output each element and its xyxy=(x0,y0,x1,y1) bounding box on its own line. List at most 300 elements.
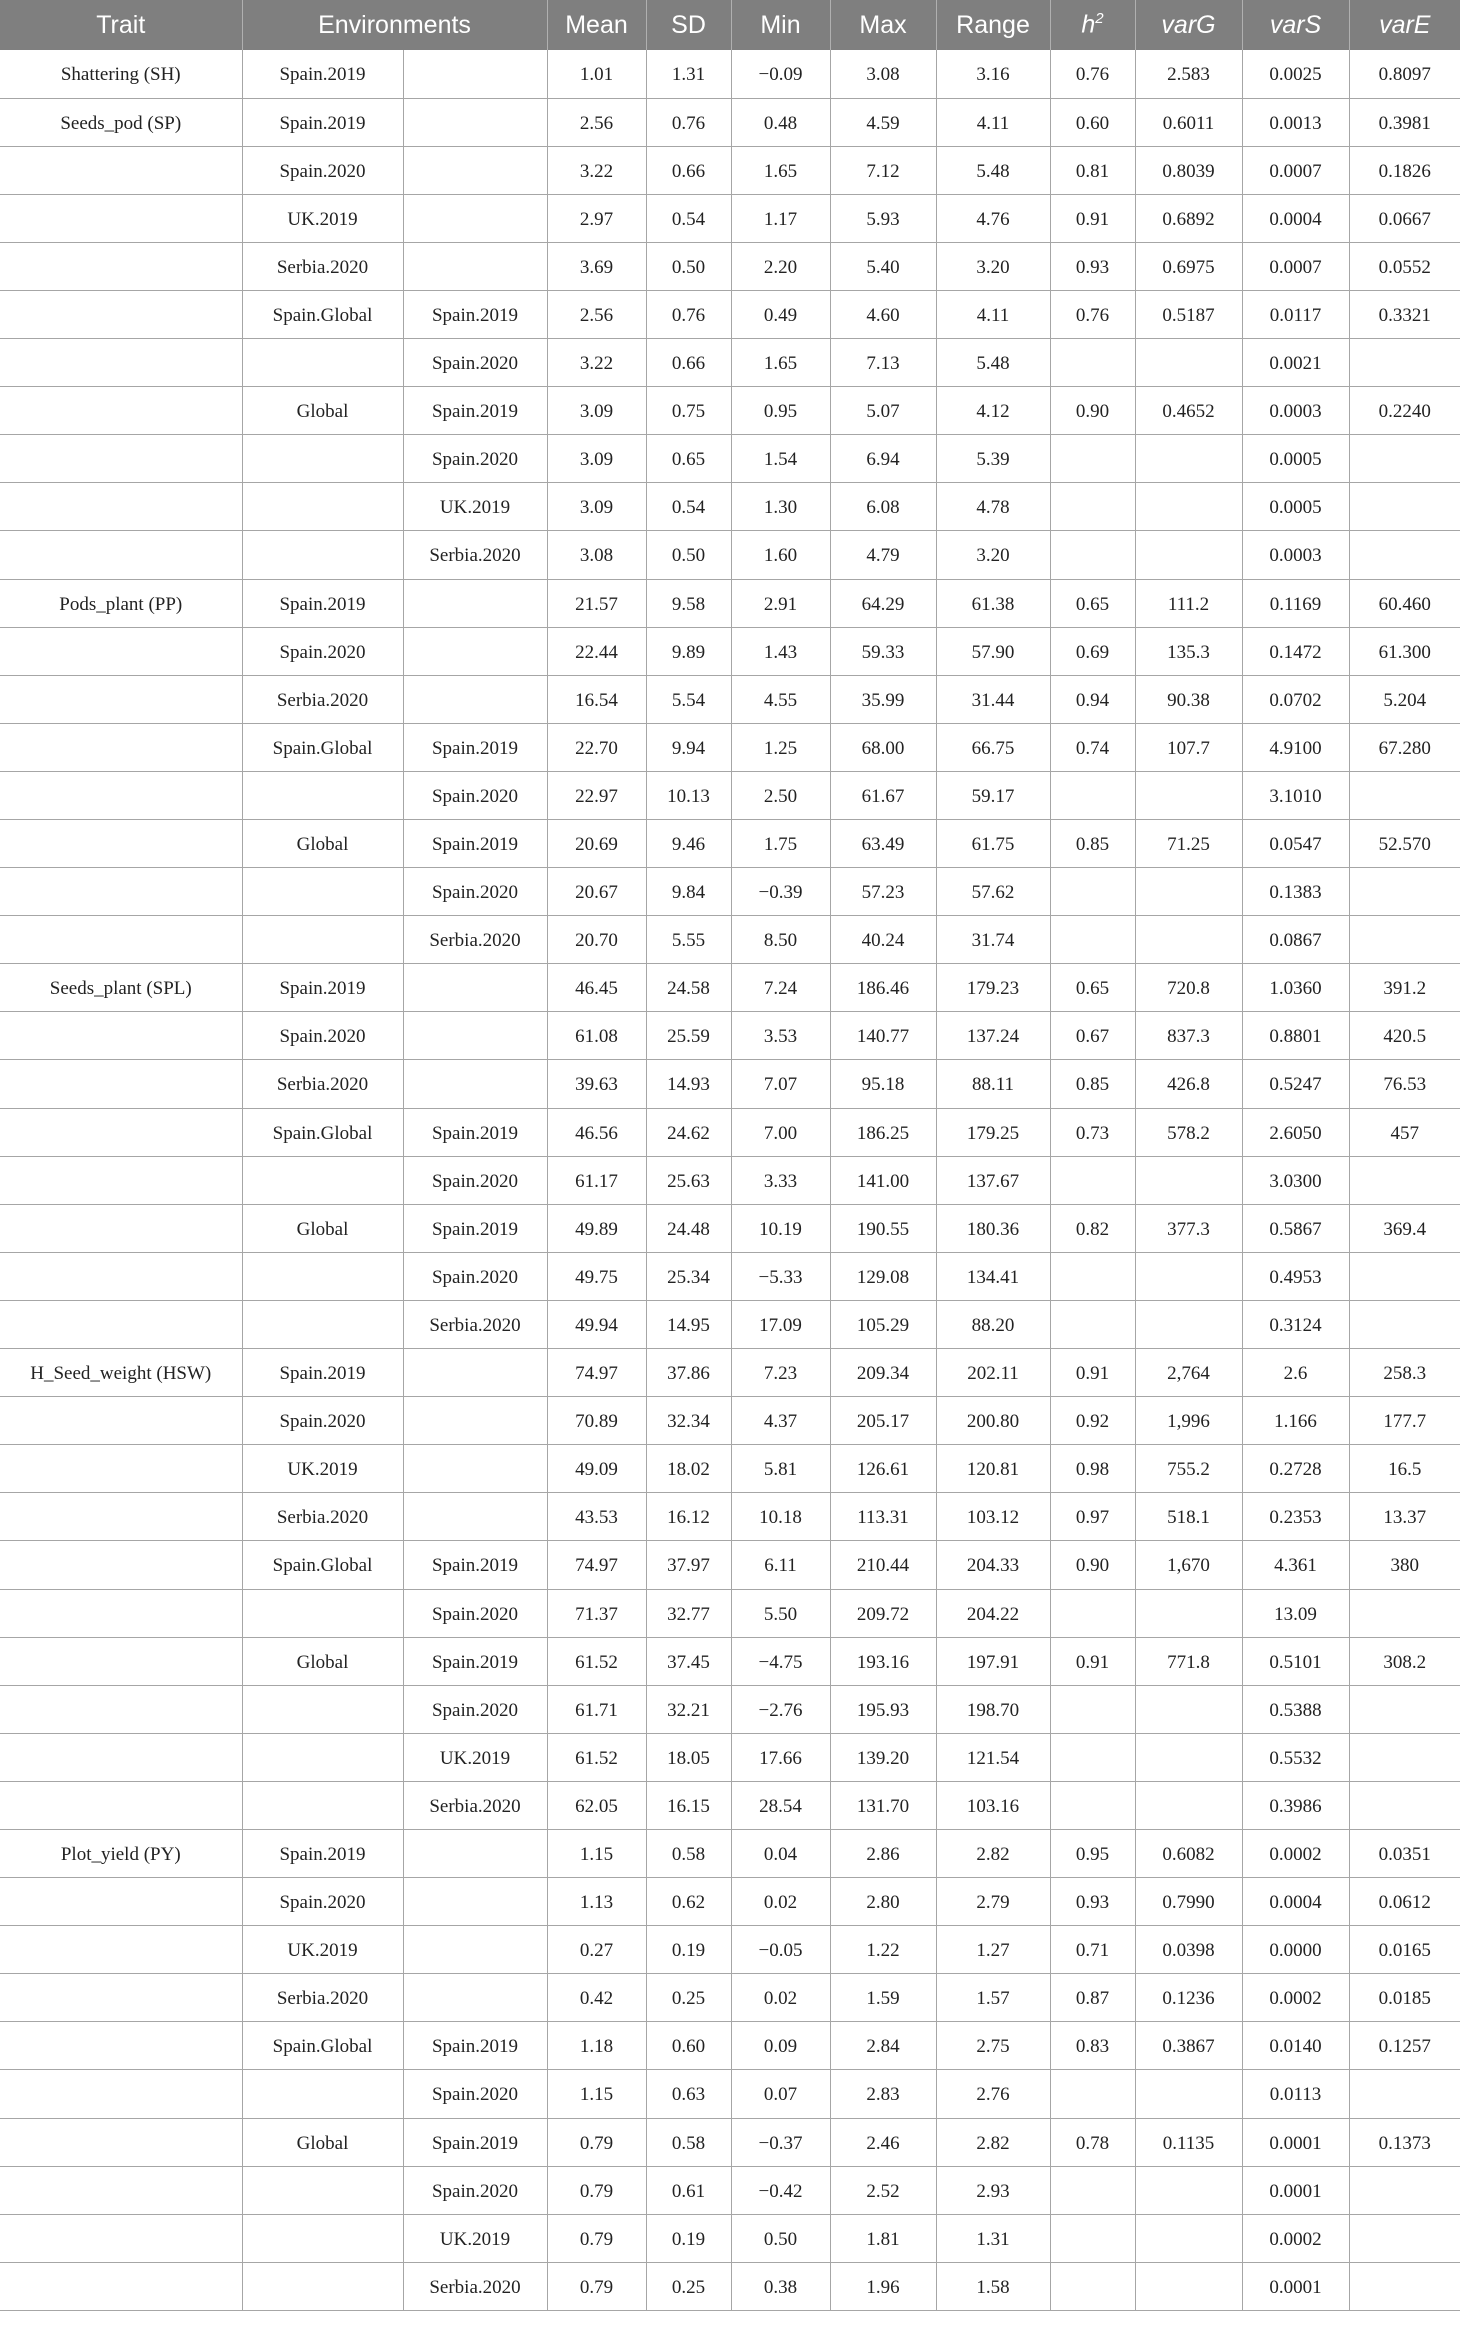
table-row xyxy=(0,1733,1460,1781)
cell-sd: 9.89 xyxy=(646,627,731,675)
cell-varg: 2,764 xyxy=(1135,1349,1242,1397)
cell-sd: 0.50 xyxy=(646,531,731,579)
cell-min: 0.02 xyxy=(731,1878,830,1926)
cell-environment xyxy=(242,1156,403,1204)
cell-h2: 0.82 xyxy=(1050,1204,1135,1252)
cell-range: 179.23 xyxy=(936,964,1050,1012)
cell-sd: 32.34 xyxy=(646,1397,731,1445)
cell-mean: 49.89 xyxy=(547,1204,646,1252)
cell-vars: 0.0013 xyxy=(1242,98,1349,146)
cell-mean: 21.57 xyxy=(547,579,646,627)
cell-h2: 0.76 xyxy=(1050,290,1135,338)
cell-sub-environment xyxy=(403,1926,547,1974)
cell-sub-environment: Spain.2020 xyxy=(403,1685,547,1733)
cell-trait xyxy=(0,1589,242,1637)
cell-h2 xyxy=(1050,2070,1135,2118)
table-row xyxy=(0,1685,1460,1733)
cell-trait xyxy=(0,1397,242,1445)
cell-varg xyxy=(1135,1589,1242,1637)
cell-trait xyxy=(0,531,242,579)
cell-vare xyxy=(1349,1781,1460,1829)
cell-sd: 0.76 xyxy=(646,98,731,146)
table-row xyxy=(0,387,1460,435)
cell-max: 5.93 xyxy=(830,194,936,242)
cell-range: 3.20 xyxy=(936,242,1050,290)
cell-vare: 457 xyxy=(1349,1108,1460,1156)
cell-vare xyxy=(1349,2166,1460,2214)
cell-environment: Spain.2019 xyxy=(242,1829,403,1877)
cell-range: 204.33 xyxy=(936,1541,1050,1589)
cell-range: 4.11 xyxy=(936,290,1050,338)
cell-trait xyxy=(0,1108,242,1156)
cell-sd: 9.94 xyxy=(646,723,731,771)
cell-trait xyxy=(0,1300,242,1348)
cell-trait xyxy=(0,435,242,483)
cell-range: 2.76 xyxy=(936,2070,1050,2118)
cell-environment: Spain.2020 xyxy=(242,1012,403,1060)
cell-mean: 49.94 xyxy=(547,1300,646,1348)
table-row xyxy=(0,194,1460,242)
cell-vars: 0.2353 xyxy=(1242,1493,1349,1541)
cell-h2: 0.91 xyxy=(1050,194,1135,242)
cell-h2 xyxy=(1050,483,1135,531)
header-vars: varS xyxy=(1242,0,1349,50)
table-row xyxy=(0,964,1460,1012)
cell-min: 7.00 xyxy=(731,1108,830,1156)
cell-environment: Serbia.2020 xyxy=(242,1493,403,1541)
cell-h2 xyxy=(1050,1300,1135,1348)
cell-range: 1.27 xyxy=(936,1926,1050,1974)
cell-trait: Shattering (SH) xyxy=(0,50,242,98)
cell-sub-environment: Spain.2020 xyxy=(403,2070,547,2118)
cell-vare: 420.5 xyxy=(1349,1012,1460,1060)
cell-environment: Spain.Global xyxy=(242,2022,403,2070)
cell-sub-environment: Spain.2019 xyxy=(403,2118,547,2166)
cell-h2: 0.73 xyxy=(1050,1108,1135,1156)
cell-min: 0.04 xyxy=(731,1829,830,1877)
cell-mean: 3.08 xyxy=(547,531,646,579)
cell-max: 2.46 xyxy=(830,2118,936,2166)
cell-max: 7.13 xyxy=(830,339,936,387)
table-row xyxy=(0,1252,1460,1300)
cell-h2 xyxy=(1050,2166,1135,2214)
table-row xyxy=(0,868,1460,916)
cell-vars: 4.9100 xyxy=(1242,723,1349,771)
cell-range: 4.78 xyxy=(936,483,1050,531)
cell-sd: 9.84 xyxy=(646,868,731,916)
cell-mean: 43.53 xyxy=(547,1493,646,1541)
cell-h2: 0.65 xyxy=(1050,964,1135,1012)
cell-varg: 0.6082 xyxy=(1135,1829,1242,1877)
cell-max: 6.08 xyxy=(830,483,936,531)
cell-mean: 3.22 xyxy=(547,146,646,194)
cell-varg xyxy=(1135,868,1242,916)
cell-vare: 0.0667 xyxy=(1349,194,1460,242)
cell-vare: 0.8097 xyxy=(1349,50,1460,98)
cell-varg: 771.8 xyxy=(1135,1637,1242,1685)
cell-varg: 0.1135 xyxy=(1135,2118,1242,2166)
table-row xyxy=(0,531,1460,579)
cell-sub-environment xyxy=(403,964,547,1012)
table-row xyxy=(0,1637,1460,1685)
cell-sd: 0.58 xyxy=(646,2118,731,2166)
cell-min: −0.39 xyxy=(731,868,830,916)
cell-range: 88.20 xyxy=(936,1300,1050,1348)
cell-mean: 70.89 xyxy=(547,1397,646,1445)
cell-environment: Global xyxy=(242,2118,403,2166)
table-row xyxy=(0,2262,1460,2310)
cell-h2 xyxy=(1050,531,1135,579)
cell-range: 31.44 xyxy=(936,675,1050,723)
cell-max: 40.24 xyxy=(830,916,936,964)
cell-min: 0.07 xyxy=(731,2070,830,2118)
cell-min: −2.76 xyxy=(731,1685,830,1733)
cell-environment xyxy=(242,868,403,916)
cell-max: 95.18 xyxy=(830,1060,936,1108)
cell-mean: 0.79 xyxy=(547,2166,646,2214)
header-mean: Mean xyxy=(547,0,646,50)
cell-h2: 0.95 xyxy=(1050,1829,1135,1877)
cell-max: 7.12 xyxy=(830,146,936,194)
cell-vars: 0.0003 xyxy=(1242,387,1349,435)
cell-mean: 22.97 xyxy=(547,771,646,819)
cell-mean: 61.08 xyxy=(547,1012,646,1060)
cell-mean: 20.70 xyxy=(547,916,646,964)
cell-vare xyxy=(1349,339,1460,387)
cell-vars: 2.6 xyxy=(1242,1349,1349,1397)
cell-max: 1.96 xyxy=(830,2262,936,2310)
cell-sd: 37.97 xyxy=(646,1541,731,1589)
cell-mean: 61.17 xyxy=(547,1156,646,1204)
cell-sub-environment: Spain.2019 xyxy=(403,723,547,771)
cell-environment xyxy=(242,771,403,819)
table-row xyxy=(0,242,1460,290)
cell-mean: 0.27 xyxy=(547,1926,646,1974)
cell-min: 4.55 xyxy=(731,675,830,723)
cell-varg xyxy=(1135,1252,1242,1300)
cell-max: 63.49 xyxy=(830,820,936,868)
cell-min: 2.50 xyxy=(731,771,830,819)
cell-sd: 25.63 xyxy=(646,1156,731,1204)
cell-trait: Plot_yield (PY) xyxy=(0,1829,242,1877)
cell-vare: 0.3981 xyxy=(1349,98,1460,146)
cell-h2: 0.90 xyxy=(1050,1541,1135,1589)
cell-h2 xyxy=(1050,1781,1135,1829)
cell-sub-environment: Spain.2020 xyxy=(403,771,547,819)
cell-mean: 1.18 xyxy=(547,2022,646,2070)
cell-vars: 3.0300 xyxy=(1242,1156,1349,1204)
cell-min: 3.33 xyxy=(731,1156,830,1204)
cell-sub-environment: Spain.2019 xyxy=(403,290,547,338)
cell-sub-environment: Spain.2020 xyxy=(403,2166,547,2214)
cell-max: 105.29 xyxy=(830,1300,936,1348)
cell-trait: Pods_plant (PP) xyxy=(0,579,242,627)
table-row xyxy=(0,1060,1460,1108)
cell-range: 2.79 xyxy=(936,1878,1050,1926)
cell-sd: 37.86 xyxy=(646,1349,731,1397)
table-row xyxy=(0,483,1460,531)
cell-sub-environment xyxy=(403,1445,547,1493)
cell-varg xyxy=(1135,2070,1242,2118)
cell-vars: 0.8801 xyxy=(1242,1012,1349,1060)
cell-vare: 177.7 xyxy=(1349,1397,1460,1445)
cell-varg xyxy=(1135,2166,1242,2214)
cell-range: 57.90 xyxy=(936,627,1050,675)
cell-max: 190.55 xyxy=(830,1204,936,1252)
cell-sd: 0.54 xyxy=(646,194,731,242)
cell-h2 xyxy=(1050,771,1135,819)
cell-range: 198.70 xyxy=(936,1685,1050,1733)
cell-environment xyxy=(242,916,403,964)
cell-sd: 10.13 xyxy=(646,771,731,819)
cell-h2 xyxy=(1050,1252,1135,1300)
cell-vars: 0.5388 xyxy=(1242,1685,1349,1733)
cell-min: 0.38 xyxy=(731,2262,830,2310)
cell-h2: 0.91 xyxy=(1050,1349,1135,1397)
cell-vars: 0.5101 xyxy=(1242,1637,1349,1685)
cell-varg: 377.3 xyxy=(1135,1204,1242,1252)
cell-sd: 25.59 xyxy=(646,1012,731,1060)
cell-h2: 0.93 xyxy=(1050,242,1135,290)
cell-trait xyxy=(0,868,242,916)
heritability-symbol: h xyxy=(1081,10,1096,39)
cell-sd: 0.54 xyxy=(646,483,731,531)
cell-max: 113.31 xyxy=(830,1493,936,1541)
cell-environment: Spain.Global xyxy=(242,1541,403,1589)
cell-trait xyxy=(0,1685,242,1733)
cell-sub-environment xyxy=(403,1493,547,1541)
cell-vars: 0.0001 xyxy=(1242,2262,1349,2310)
cell-mean: 74.97 xyxy=(547,1541,646,1589)
cell-varg: 111.2 xyxy=(1135,579,1242,627)
cell-trait: H_Seed_weight (HSW) xyxy=(0,1349,242,1397)
table-row xyxy=(0,1878,1460,1926)
cell-environment xyxy=(242,2070,403,2118)
cell-vars: 3.1010 xyxy=(1242,771,1349,819)
table-body xyxy=(0,50,1460,2310)
cell-vare xyxy=(1349,1300,1460,1348)
cell-trait xyxy=(0,1733,242,1781)
cell-varg xyxy=(1135,2214,1242,2262)
cell-sd: 32.21 xyxy=(646,1685,731,1733)
cell-vars: 0.0004 xyxy=(1242,1878,1349,1926)
cell-vare: 67.280 xyxy=(1349,723,1460,771)
cell-min: −0.42 xyxy=(731,2166,830,2214)
cell-environment: Spain.Global xyxy=(242,1108,403,1156)
cell-range: 103.16 xyxy=(936,1781,1050,1829)
cell-h2: 0.85 xyxy=(1050,1060,1135,1108)
cell-mean: 16.54 xyxy=(547,675,646,723)
cell-sd: 0.63 xyxy=(646,2070,731,2118)
cell-sd: 9.46 xyxy=(646,820,731,868)
cell-h2: 0.93 xyxy=(1050,1878,1135,1926)
cell-mean: 46.45 xyxy=(547,964,646,1012)
cell-min: 7.07 xyxy=(731,1060,830,1108)
cell-environment xyxy=(242,339,403,387)
cell-vare: 0.0612 xyxy=(1349,1878,1460,1926)
cell-environment xyxy=(242,1781,403,1829)
cell-mean: 20.69 xyxy=(547,820,646,868)
cell-min: 1.65 xyxy=(731,146,830,194)
cell-trait xyxy=(0,820,242,868)
cell-sd: 0.25 xyxy=(646,1974,731,2022)
table-row xyxy=(0,290,1460,338)
cell-sd: 0.50 xyxy=(646,242,731,290)
cell-min: −5.33 xyxy=(731,1252,830,1300)
cell-max: 2.86 xyxy=(830,1829,936,1877)
cell-range: 3.20 xyxy=(936,531,1050,579)
cell-vars: 4.361 xyxy=(1242,1541,1349,1589)
cell-range: 202.11 xyxy=(936,1349,1050,1397)
header-min: Min xyxy=(731,0,830,50)
cell-sub-environment xyxy=(403,675,547,723)
cell-h2: 0.94 xyxy=(1050,675,1135,723)
cell-h2: 0.74 xyxy=(1050,723,1135,771)
cell-mean: 61.52 xyxy=(547,1637,646,1685)
cell-vars: 0.0003 xyxy=(1242,531,1349,579)
cell-trait xyxy=(0,2214,242,2262)
cell-sub-environment: Spain.2020 xyxy=(403,868,547,916)
cell-sub-environment: Spain.2020 xyxy=(403,1589,547,1637)
cell-max: 186.46 xyxy=(830,964,936,1012)
cell-trait xyxy=(0,2166,242,2214)
cell-min: 2.20 xyxy=(731,242,830,290)
cell-h2: 0.87 xyxy=(1050,1974,1135,2022)
cell-h2 xyxy=(1050,435,1135,483)
cell-min: 8.50 xyxy=(731,916,830,964)
table-row xyxy=(0,1493,1460,1541)
cell-environment: Global xyxy=(242,387,403,435)
cell-mean: 39.63 xyxy=(547,1060,646,1108)
table-row xyxy=(0,1156,1460,1204)
table-row xyxy=(0,820,1460,868)
cell-h2: 0.90 xyxy=(1050,387,1135,435)
cell-min: 0.02 xyxy=(731,1974,830,2022)
cell-range: 2.75 xyxy=(936,2022,1050,2070)
cell-vars: 0.5532 xyxy=(1242,1733,1349,1781)
cell-environment: Spain.2019 xyxy=(242,50,403,98)
cell-range: 137.67 xyxy=(936,1156,1050,1204)
cell-environment xyxy=(242,1589,403,1637)
header-sd: SD xyxy=(646,0,731,50)
cell-mean: 1.15 xyxy=(547,1829,646,1877)
cell-sd: 32.77 xyxy=(646,1589,731,1637)
cell-sd: 16.15 xyxy=(646,1781,731,1829)
cell-vare: 5.204 xyxy=(1349,675,1460,723)
cell-sd: 0.61 xyxy=(646,2166,731,2214)
cell-environment: Spain.2020 xyxy=(242,1397,403,1445)
cell-min: 1.17 xyxy=(731,194,830,242)
cell-vars: 2.6050 xyxy=(1242,1108,1349,1156)
table-row xyxy=(0,339,1460,387)
cell-vare: 0.0185 xyxy=(1349,1974,1460,2022)
cell-range: 1.57 xyxy=(936,1974,1050,2022)
cell-h2 xyxy=(1050,868,1135,916)
cell-h2: 0.97 xyxy=(1050,1493,1135,1541)
cell-sub-environment: Spain.2019 xyxy=(403,387,547,435)
cell-max: 68.00 xyxy=(830,723,936,771)
cell-sub-environment: Spain.2019 xyxy=(403,1541,547,1589)
cell-varg: 71.25 xyxy=(1135,820,1242,868)
cell-min: 3.53 xyxy=(731,1012,830,1060)
cell-trait xyxy=(0,194,242,242)
table-row xyxy=(0,1974,1460,2022)
cell-min: 17.09 xyxy=(731,1300,830,1348)
cell-mean: 0.79 xyxy=(547,2262,646,2310)
cell-h2 xyxy=(1050,1685,1135,1733)
cell-vars: 0.0702 xyxy=(1242,675,1349,723)
cell-h2: 0.98 xyxy=(1050,1445,1135,1493)
cell-vare: 0.1826 xyxy=(1349,146,1460,194)
cell-sd: 18.02 xyxy=(646,1445,731,1493)
cell-vars: 0.0004 xyxy=(1242,194,1349,242)
cell-environment: Serbia.2020 xyxy=(242,1060,403,1108)
cell-sub-environment: Spain.2019 xyxy=(403,1204,547,1252)
cell-sub-environment: Serbia.2020 xyxy=(403,916,547,964)
cell-h2 xyxy=(1050,339,1135,387)
cell-mean: 2.56 xyxy=(547,98,646,146)
table-row xyxy=(0,1829,1460,1877)
cell-sub-environment: Serbia.2020 xyxy=(403,1300,547,1348)
cell-environment: UK.2019 xyxy=(242,1445,403,1493)
cell-varg xyxy=(1135,1685,1242,1733)
cell-min: 10.18 xyxy=(731,1493,830,1541)
cell-sub-environment xyxy=(403,194,547,242)
cell-max: 57.23 xyxy=(830,868,936,916)
cell-range: 88.11 xyxy=(936,1060,1050,1108)
cell-trait xyxy=(0,2118,242,2166)
table-row xyxy=(0,435,1460,483)
header-max: Max xyxy=(830,0,936,50)
cell-min: 6.11 xyxy=(731,1541,830,1589)
cell-mean: 61.52 xyxy=(547,1733,646,1781)
cell-vars: 0.0021 xyxy=(1242,339,1349,387)
cell-max: 59.33 xyxy=(830,627,936,675)
cell-max: 61.67 xyxy=(830,771,936,819)
cell-varg: 0.7990 xyxy=(1135,1878,1242,1926)
cell-max: 35.99 xyxy=(830,675,936,723)
cell-min: 0.09 xyxy=(731,2022,830,2070)
cell-min: 17.66 xyxy=(731,1733,830,1781)
cell-trait xyxy=(0,916,242,964)
cell-varg: 1,996 xyxy=(1135,1397,1242,1445)
cell-vars: 0.0001 xyxy=(1242,2166,1349,2214)
cell-sd: 0.65 xyxy=(646,435,731,483)
cell-vare xyxy=(1349,1589,1460,1637)
cell-environment: Spain.2019 xyxy=(242,579,403,627)
cell-trait xyxy=(0,1926,242,1974)
cell-sd: 0.19 xyxy=(646,2214,731,2262)
cell-varg: 0.5187 xyxy=(1135,290,1242,338)
cell-h2: 0.78 xyxy=(1050,2118,1135,2166)
cell-trait xyxy=(0,1493,242,1541)
cell-sub-environment xyxy=(403,627,547,675)
cell-range: 31.74 xyxy=(936,916,1050,964)
cell-sub-environment: Spain.2019 xyxy=(403,820,547,868)
cell-environment: UK.2019 xyxy=(242,194,403,242)
cell-max: 2.84 xyxy=(830,2022,936,2070)
cell-environment xyxy=(242,1300,403,1348)
cell-varg: 107.7 xyxy=(1135,723,1242,771)
cell-min: 1.25 xyxy=(731,723,830,771)
cell-range: 66.75 xyxy=(936,723,1050,771)
cell-min: −0.09 xyxy=(731,50,830,98)
cell-range: 121.54 xyxy=(936,1733,1050,1781)
cell-range: 200.80 xyxy=(936,1397,1050,1445)
cell-varg: 0.8039 xyxy=(1135,146,1242,194)
cell-vare xyxy=(1349,1156,1460,1204)
cell-environment xyxy=(242,2214,403,2262)
